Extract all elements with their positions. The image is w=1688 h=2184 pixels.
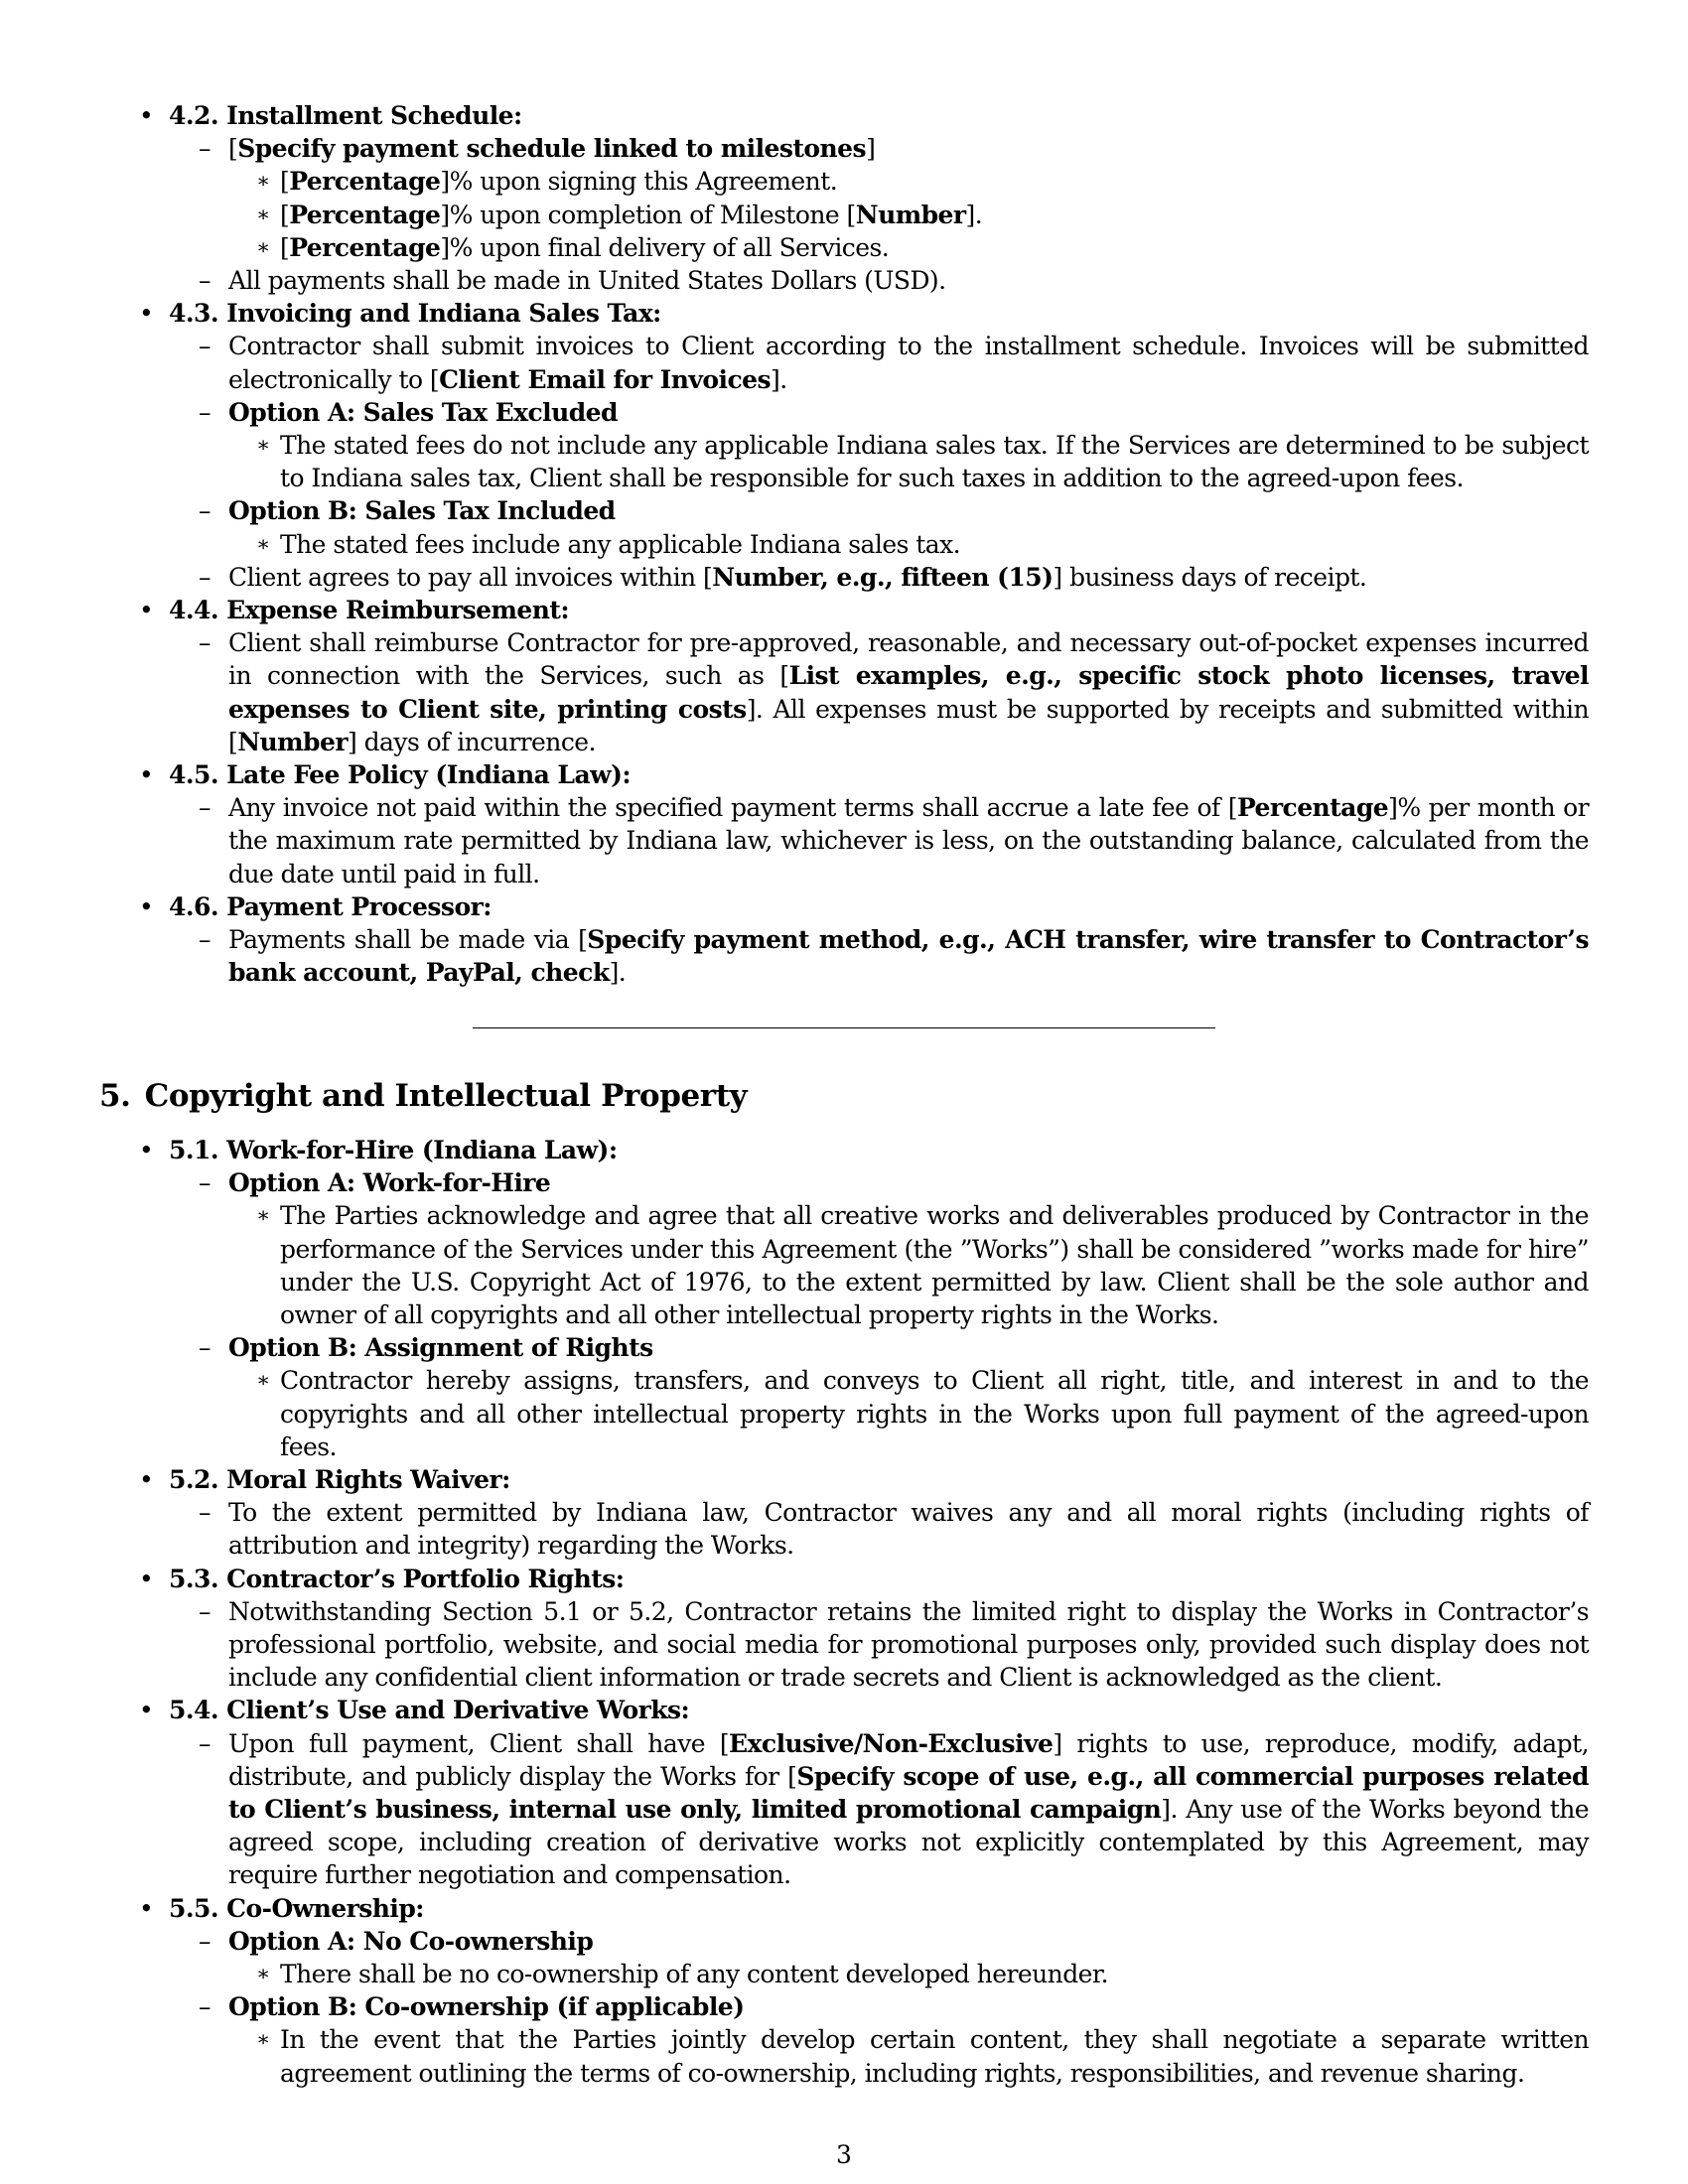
schedule-item-final: ∗ [Percentage]% upon final delivery of all Services. (228, 231, 1589, 264)
clause-4-3-title: 4.3. Invoicing and Indiana Sales Tax: (169, 299, 661, 329)
option-a-text: ∗ There shall be no co-ownership of any content developed hereunder. (228, 1958, 1589, 1990)
placeholder-days: Number, e.g., fifteen (15) (712, 562, 1054, 592)
expense-text-end: ] days of incurrence. (347, 727, 596, 756)
clause-4-6-title: 4.6. Payment Processor: (169, 891, 492, 921)
schedule-signing-text: % upon signing this Agreement. (449, 167, 838, 197)
clause-5-2 (139, 1463, 1589, 1563)
section-5-title: Copyright and Intellectual Property (144, 1078, 748, 1114)
clause-4-6-text (169, 923, 1589, 989)
schedule-milestone-end: ]. (965, 200, 983, 229)
placeholder-scope: Specify scope of use, e.g., all commercial purposes related to Client’s business, internal use only, limited promotional campaign (228, 1761, 1589, 1825)
clause-4-3-payment-terms (169, 561, 1589, 594)
option-b-heading: Option B: Assignment of Rights (228, 1333, 653, 1363)
clause-4-2-usd: – All payments shall be made in United States Dollars (USD). (169, 264, 1589, 297)
clause-4-4-text (169, 626, 1589, 758)
clause-5-5-title: 5.5. Co-Ownership: (169, 1893, 424, 1923)
clause-5-4-text (169, 1727, 1589, 1892)
clause-4-3-invoices (169, 330, 1589, 395)
clause-4-5-title: 4.5. Late Fee Policy (Indiana Law): (169, 760, 632, 790)
placeholder-percentage: Percentage (289, 200, 441, 229)
schedule-item-milestone: ∗ [Percentage]% upon completion of Milestone [Number]. (228, 199, 1589, 231)
clause-5-3 (139, 1563, 1589, 1695)
invoices-text-end: ]. (771, 364, 787, 394)
clause-5-4 (139, 1694, 1589, 1891)
clause-4-3-option-b (169, 494, 1589, 560)
placeholder-percentage: Percentage (289, 232, 441, 262)
option-b-heading: Option B: Sales Tax Included (228, 496, 616, 526)
clause-5-1 (139, 1134, 1589, 1463)
option-b-text: ∗ In the event that the Parties jointly develop certain content, they shall negotiate a separate written agreement outlining the terms of co-ownership, including rights, responsibilities, and revenue sharing. (228, 2023, 1589, 2089)
use-rights-text-end: ]. Any use of the Works beyond the agreed scope, including creation of derivative works not explicitly contemplated by this Agreement, may require further negotiation and compensation. (228, 1795, 1589, 1890)
option-a-text: ∗ The stated fees do not include any applicable Indiana sales tax. If the Services are determined to be subject to Indiana sales tax, Client shall be responsible for such taxes in addition to the agreed-upon fees. (228, 429, 1589, 494)
payment-terms-text: Client agrees to pay all invoices within [ (228, 562, 713, 592)
section-5-heading (99, 1078, 747, 1114)
clause-5-5-option-a (169, 1925, 1589, 1990)
option-a-heading: Option A: Work-for-Hire (228, 1168, 551, 1198)
clause-4-5 (139, 758, 1589, 890)
placeholder-schedule: Specify payment schedule linked to milestones (237, 134, 867, 164)
section-4-continued (139, 99, 1589, 989)
clause-5-2-title: 5.2. Moral Rights Waiver: (169, 1465, 510, 1495)
late-fee-text: Any invoice not paid within the specified payment terms shall accrue a late fee of [ (228, 793, 1237, 823)
placeholder-number: Number (237, 727, 348, 756)
page-number: 3 (836, 2140, 852, 2169)
placeholder-percentage: Percentage (289, 167, 441, 197)
placeholder-payment-method: Specify payment method, e.g., ACH transfer, wire transfer to Contractor’s bank account, PayPal, check (228, 925, 1589, 988)
placeholder-percentage: Percentage (1236, 793, 1389, 823)
schedule-milestone-text: % upon completion of Milestone [ (449, 200, 856, 229)
placeholder-exclusivity: Exclusive/Non-Exclusive (729, 1728, 1054, 1758)
section-5-number: 5. (99, 1078, 131, 1114)
clause-5-5 (139, 1892, 1589, 2090)
clause-5-1-option-b (169, 1331, 1589, 1463)
clause-5-1-option-a (169, 1166, 1589, 1331)
option-a-heading: Option A: No Co-ownership (228, 1926, 594, 1956)
use-rights-text-mid: ] rights to use, reproduce, modify, adapt, distribute, and publicly display the Works for [ (228, 1728, 1589, 1791)
option-b-text: ∗ Contractor hereby assigns, transfers, and conveys to Client all right, title, and interest in and to the copyrights and all other intellectual property rights in the Works upon full payment of the agreed-upon fees. (228, 1364, 1589, 1463)
late-fee-text-end: ]% per month or the maximum rate permitted by Indiana law, whichever is less, on the outstanding balance, calculated from the due date until paid in full. (228, 793, 1590, 888)
clause-5-5-option-b (169, 1990, 1589, 2090)
clause-4-2 (139, 99, 1589, 297)
section-5-body (139, 1134, 1589, 2090)
clause-4-2-title: 4.2. Installment Schedule: (169, 101, 522, 130)
clause-4-6 (139, 890, 1589, 990)
placeholder-number: Number (855, 200, 966, 229)
payment-processor-text: Payments shall be made via [ (228, 925, 588, 955)
clause-4-3 (139, 297, 1589, 594)
clause-4-2-item: – [Specify payment schedule linked to milestones] ∗ [Percentage]% upon signing this Agreement. ∗ [Percentage]% upon completion of Milestone [Number]. ∗ [Percentage]% upon final delivery of all Services. (169, 132, 1589, 264)
placeholder-client-email: Client Email for Invoices (439, 364, 772, 394)
clause-5-1-title: 5.1. Work-for-Hire (Indiana Law): (169, 1136, 618, 1164)
schedule-final-text: % upon final delivery of all Services. (449, 232, 890, 262)
expense-text-mid: ]. All expenses must be supported by receipts and submitted within [ (228, 694, 1590, 756)
clause-5-4-title: 5.4. Client’s Use and Derivative Works: (169, 1696, 690, 1725)
expense-text: Client shall reimburse Contractor for pre-approved, reasonable, and necessary out-of-pocket expenses incurred in connection with the Services, such as [ (228, 628, 1589, 691)
use-rights-text: Upon full payment, Client shall have [ (228, 1728, 730, 1758)
clause-4-5-text (169, 791, 1589, 890)
clause-4-4 (139, 594, 1589, 758)
placeholder-expense-examples: List examples, e.g., specific stock photo licenses, travel expenses to Client site, printing costs (228, 661, 1589, 724)
invoices-text: Contractor shall submit invoices to Client according to the installment schedule. Invoices will be submitted electronically to [ (228, 332, 1589, 394)
option-b-heading: Option B: Co-ownership (if applicable) (228, 1992, 745, 2022)
clause-5-2-text: – To the extent permitted by Indiana law, Contractor waives any and all moral rights (including rights of attribution and integrity) regarding the Works. (169, 1496, 1589, 1562)
horizontal-divider (473, 1027, 1215, 1028)
option-a-heading: Option A: Sales Tax Excluded (228, 397, 618, 427)
clause-4-4-title: 4.4. Expense Reimbursement: (169, 596, 570, 625)
payment-processor-end: ]. (609, 958, 627, 988)
schedule-item-signing: ∗ [Percentage]% upon signing this Agreement. (228, 165, 1589, 198)
option-b-text: ∗ The stated fees include any applicable Indiana sales tax. (228, 528, 1589, 561)
clause-5-3-title: 5.3. Contractor’s Portfolio Rights: (169, 1564, 625, 1593)
clause-5-3-text: – Notwithstanding Section 5.1 or 5.2, Contractor retains the limited right to display the Works in Contractor’s professional portfolio, website, and social media for promotional purposes only, provided such display does not include any confidential client information or trade secrets and Client is acknowledged as the client. (169, 1595, 1589, 1695)
option-a-text: ∗ The Parties acknowledge and agree that all creative works and deliverables produced by Contractor in the performance of the Services under this Agreement (the ”Works”) shall be considered ”works made for hire” under the U.S. Copyright Act of 1976, to the extent permitted by law. Client shall be the sole author and owner of all copyrights and all other intellectual property rights in the Works. (228, 1199, 1589, 1331)
clause-4-3-option-a (169, 396, 1589, 495)
payment-terms-end: ] business days of receipt. (1053, 562, 1367, 592)
